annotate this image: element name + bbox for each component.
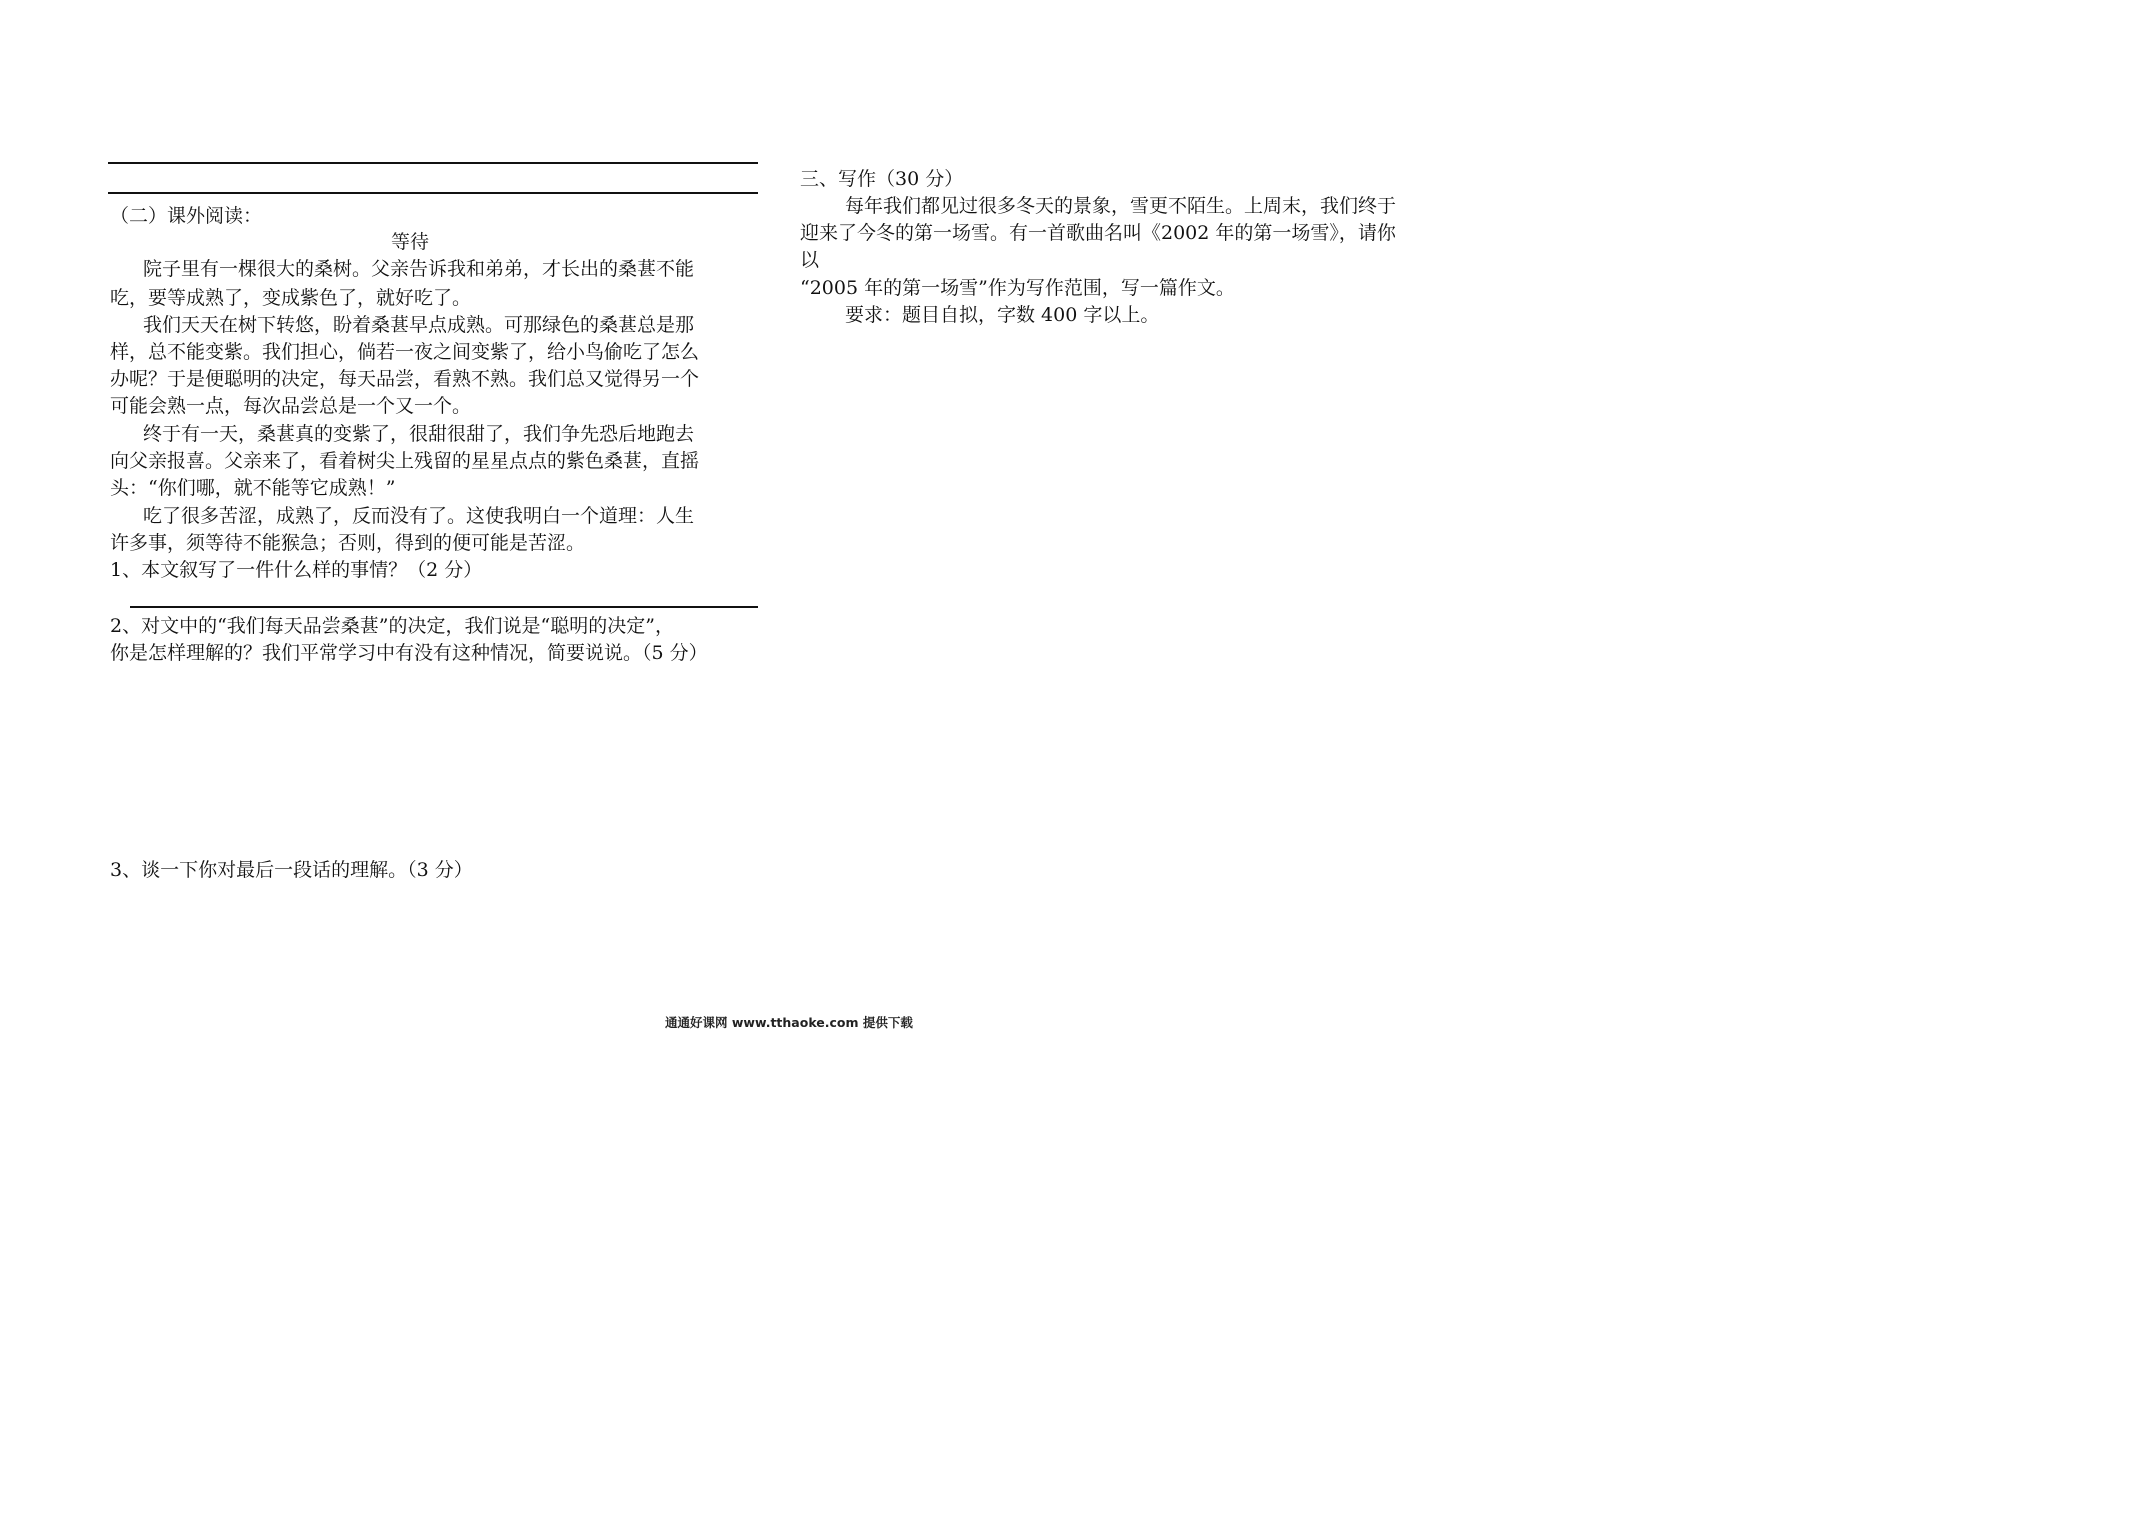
paragraph-3-line-1: 终于有一天，桑葚真的变紫了，很甜很甜了，我们争先恐后地跑去 bbox=[143, 423, 695, 445]
question-2-line-2: 你是怎样理解的？我们平常学习中有没有这种情况，简要说说。（5 分） bbox=[110, 642, 708, 664]
writing-line-2: 迎来了今冬的第一场雪。有一首歌曲名叫《2002 年的第一场雪》，请你 bbox=[800, 222, 1396, 244]
writing-requirements: 要求：题目自拟，字数 400 字以上。 bbox=[845, 304, 1160, 326]
paragraph-2-line-3: 办呢？于是便聪明的决定，每天品尝，看熟不熟。我们总又觉得另一个 bbox=[110, 368, 700, 390]
section-title-writing: 三、写作（30 分） bbox=[800, 168, 964, 190]
writing-line-3: 以 bbox=[800, 249, 820, 271]
story-title: 等待 bbox=[391, 231, 430, 253]
question-1: 1、本文叙写了一件什么样的事情？（2 分） bbox=[110, 559, 483, 581]
paragraph-1-line-2: 吃，要等成熟了，变成紫色了，就好吃了。 bbox=[110, 287, 472, 309]
answer-line-1 bbox=[108, 162, 758, 164]
paragraph-3-line-2: 向父亲报喜。父亲来了，看着树尖上残留的星星点点的紫色桑葚，直摇 bbox=[110, 450, 700, 472]
paragraph-4-line-1: 吃了很多苦涩，成熟了，反而没有了。这使我明白一个道理：人生 bbox=[143, 505, 695, 527]
paragraph-1-line-1: 院子里有一棵很大的桑树。父亲告诉我和弟弟，才长出的桑葚不能 bbox=[143, 258, 695, 280]
footer-source: 通通好课网 www.tthaoke.com 提供下载 bbox=[665, 1015, 913, 1030]
paragraph-2-line-2: 样，总不能变紫。我们担心，倘若一夜之间变紫了，给小鸟偷吃了怎么 bbox=[110, 341, 700, 363]
writing-line-4: “2005 年的第一场雪”作为写作范围，写一篇作文。 bbox=[800, 277, 1235, 299]
section-title-reading: （二）课外阅读： bbox=[110, 205, 263, 227]
question-2-line-1: 2、对文中的“我们每天品尝桑葚”的决定，我们说是“聪明的决定”， bbox=[110, 615, 674, 637]
question-1-answer-line bbox=[130, 606, 758, 608]
paragraph-2-line-1: 我们天天在树下转悠，盼着桑葚早点成熟。可那绿色的桑葚总是那 bbox=[143, 314, 695, 336]
paragraph-3-line-3: 头：“你们哪，就不能等它成熟！” bbox=[110, 477, 396, 499]
question-3: 3、谈一下你对最后一段话的理解。（3 分） bbox=[110, 859, 473, 881]
paragraph-2-line-4: 可能会熟一点，每次品尝总是一个又一个。 bbox=[110, 395, 472, 417]
paragraph-4-line-2: 许多事，须等待不能猴急；否则，得到的便可能是苦涩。 bbox=[110, 532, 586, 554]
writing-line-1: 每年我们都见过很多冬天的景象，雪更不陌生。上周末，我们终于 bbox=[845, 195, 1397, 217]
answer-line-2 bbox=[108, 192, 758, 194]
